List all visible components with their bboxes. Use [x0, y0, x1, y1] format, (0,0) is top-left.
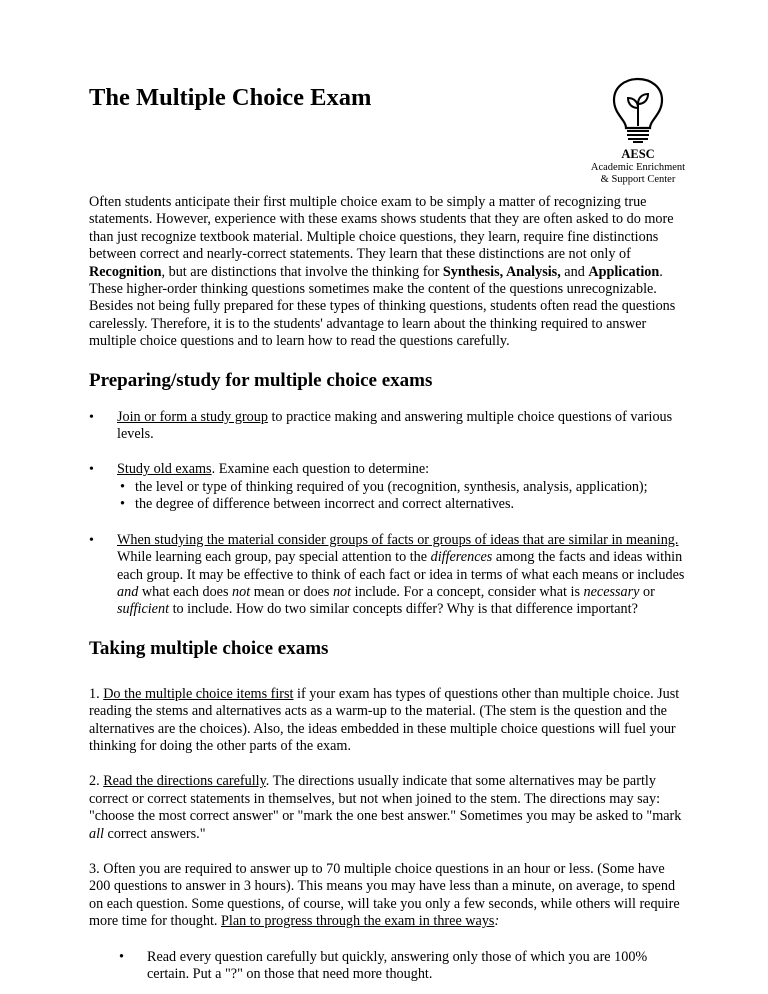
document-body — [89, 194, 689, 983]
logo-org-line-1: Academic Enrichment — [590, 162, 686, 173]
list-item: • When studying the material consider groups of facts or groups of ideas that are similar in meaning. While learning each group, pay special attention to the differences among the facts and ideas within each group. It may be effective to think of each fact or idea in terms of what each means or includes and what each does not mean or does not include. For a concept, consider what is necessary or sufficient to include. How do two similar concepts differ? Why is that difference important? — [89, 532, 689, 619]
sub-list-item: • the level or type of thinking required of you (recognition, synthesis, analysis, application); — [117, 479, 689, 496]
lightbulb-icon — [606, 76, 670, 144]
list-item: • Study old exams. Examine each question to determine: • the level or type of thinking required of you (recognition, synthesis, analysis, application); • the degree of difference between incorrect and correct alternatives. — [89, 461, 689, 513]
intro-paragraph: Often students anticipate their first multiple choice exam to be simply a matter of recognizing true statements. However, experience with these exams shows students that they are often asked to do more than just recognize textbook material. Multiple choice questions, they learn, require fine distinctions between correct and nearly-correct statements. They learn that these distinctions are not only of Recognition, but are distinctions that involve the thinking for Synthesis, Analysis, and Application. These higher-order thinking questions sometimes make the content of the questions unrecognizable. Besides not being fully prepared for these types of thinking questions, students often read the questions carelessly. Therefore, it is to the students' advantage to learn about the thinking required to answer multiple choice questions and to learn how to read the questions carefully. — [89, 194, 676, 350]
progress-ways-list — [89, 949, 689, 984]
sub-list — [117, 479, 689, 514]
logo-org-line-2: & Support Center — [600, 174, 676, 185]
aesc-logo — [578, 76, 698, 186]
logo-abbreviation: AESC — [621, 147, 655, 161]
page-title: The Multiple Choice Exam — [89, 84, 372, 111]
numbered-paragraph-2: 2. Read the directions carefully. The directions usually indicate that some alternatives may be partly correct or correct statements in themselves, but not when joined to the stem. The directions may say: "choose the most correct answer" or "mark the one best answer." Sometimes you may be asked to "mark all correct answers." — [89, 773, 682, 842]
preparing-list — [89, 409, 689, 619]
section-heading-taking: Taking multiple choice exams — [89, 637, 329, 659]
section-heading-preparing: Preparing/study for multiple choice exams — [89, 369, 433, 391]
list-item: • Read every question carefully but quickly, answering only those of which you are 100% certain. Put a "?" on those that need more thought. — [119, 949, 689, 984]
numbered-paragraph-3: 3. Often you are required to answer up to 70 multiple choice questions in an hour or less. (Some have 200 questions to answer in 3 hours). This means you may have less than a minute, on average, to spend on each question. Some questions, of course, will take you only a few seconds, while others will require more time for thought. Plan to progress through the exam in three ways: — [89, 860, 680, 930]
sub-list-item: • the degree of difference between incorrect and correct alternatives. — [117, 496, 689, 513]
list-item: • Join or form a study group to practice making and answering multiple choice questions of various levels. — [89, 409, 689, 444]
numbered-paragraph-1: 1. Do the multiple choice items first if your exam has types of questions other than multiple choice. Just reading the stems and alternatives acts as a warm-up to the material. (The stem is the question and the alternatives are the choices). Also, the ideas embedded in these multiple choice questions will fuel your thinking for doing the other parts of the exam. — [89, 685, 680, 754]
